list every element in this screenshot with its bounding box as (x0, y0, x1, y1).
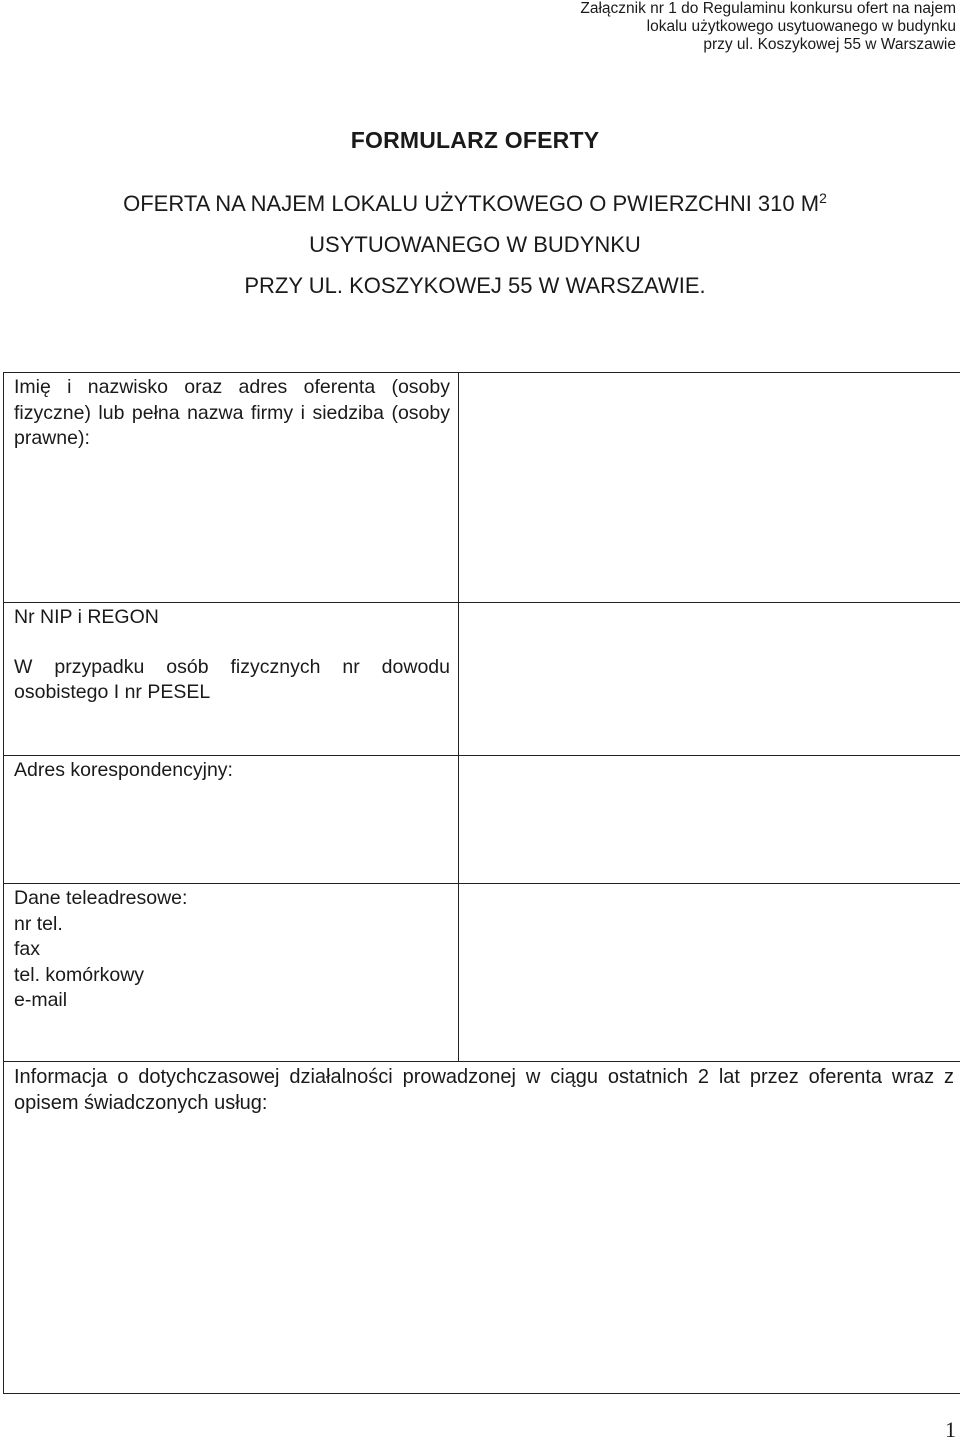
nip-regon-label-cell (4, 603, 459, 756)
correspondence-address-value-field[interactable] (459, 756, 960, 884)
subtitle-line-1 (0, 183, 950, 224)
attachment-note-line: przy ul. Koszykowej 55 w Warszawie (580, 36, 956, 54)
offer-form-table (3, 372, 960, 1394)
applicant-label: Imię i nazwisko oraz adres oferenta (osoby fizyczne) lub pełna nazwa firmy i siedziba (osoby prawne): (4, 373, 459, 603)
correspondence-address-label: Adres korespondencyjny: (4, 756, 459, 884)
nip-regon-label: Nr NIP i REGON (14, 605, 450, 631)
attachment-note-line: lokalu użytkowego usytuowanego w budynku (580, 18, 956, 36)
fax-label: fax (14, 937, 450, 963)
contact-data-value-field[interactable] (459, 884, 960, 1062)
subtitle-line-2: USYTUOWANEGO W BUDYNKU (0, 224, 950, 265)
applicant-value-field[interactable] (459, 373, 960, 603)
square-superscript: 2 (819, 190, 827, 206)
form-title: FORMULARZ OFERTY (0, 127, 950, 154)
mobile-phone-label: tel. komórkowy (14, 963, 450, 989)
email-label: e-mail (14, 988, 450, 1014)
form-row-applicant (4, 373, 960, 603)
subtitle-line-3: PRZY UL. KOSZYKOWEJ 55 W WARSZAWIE. (0, 265, 950, 306)
label-gap (14, 631, 450, 655)
activity-info-cell[interactable] (4, 1062, 960, 1394)
subtitle-line-1-text: OFERTA NA NAJEM LOKALU UŻYTKOWEGO O PWIERZCHNI 310 M (123, 191, 819, 216)
activity-info-label: Informacja o dotychczasowej działalności prowadzonej w ciągu ostatnich 2 lat przez oferenta wraz z opisem świadczonych usług: (14, 1065, 954, 1116)
form-row-nip-regon (4, 603, 960, 756)
phone-label: nr tel. (14, 912, 450, 938)
form-row-activity-info (4, 1062, 960, 1394)
nip-regon-value-field[interactable] (459, 603, 960, 756)
form-row-correspondence-address (4, 756, 960, 884)
page-number: 1 (945, 1417, 956, 1443)
offer-subtitle (0, 183, 950, 306)
attachment-note (580, 0, 956, 54)
form-row-contact-data (4, 884, 960, 1062)
contact-data-label-cell (4, 884, 459, 1062)
contact-data-label: Dane teleadresowe: (14, 886, 450, 912)
attachment-note-line: Załącznik nr 1 do Regulaminu konkursu ofert na najem (580, 0, 956, 18)
id-pesel-label: W przypadku osób fizycznych nr dowodu osobistego I nr PESEL (14, 655, 450, 706)
